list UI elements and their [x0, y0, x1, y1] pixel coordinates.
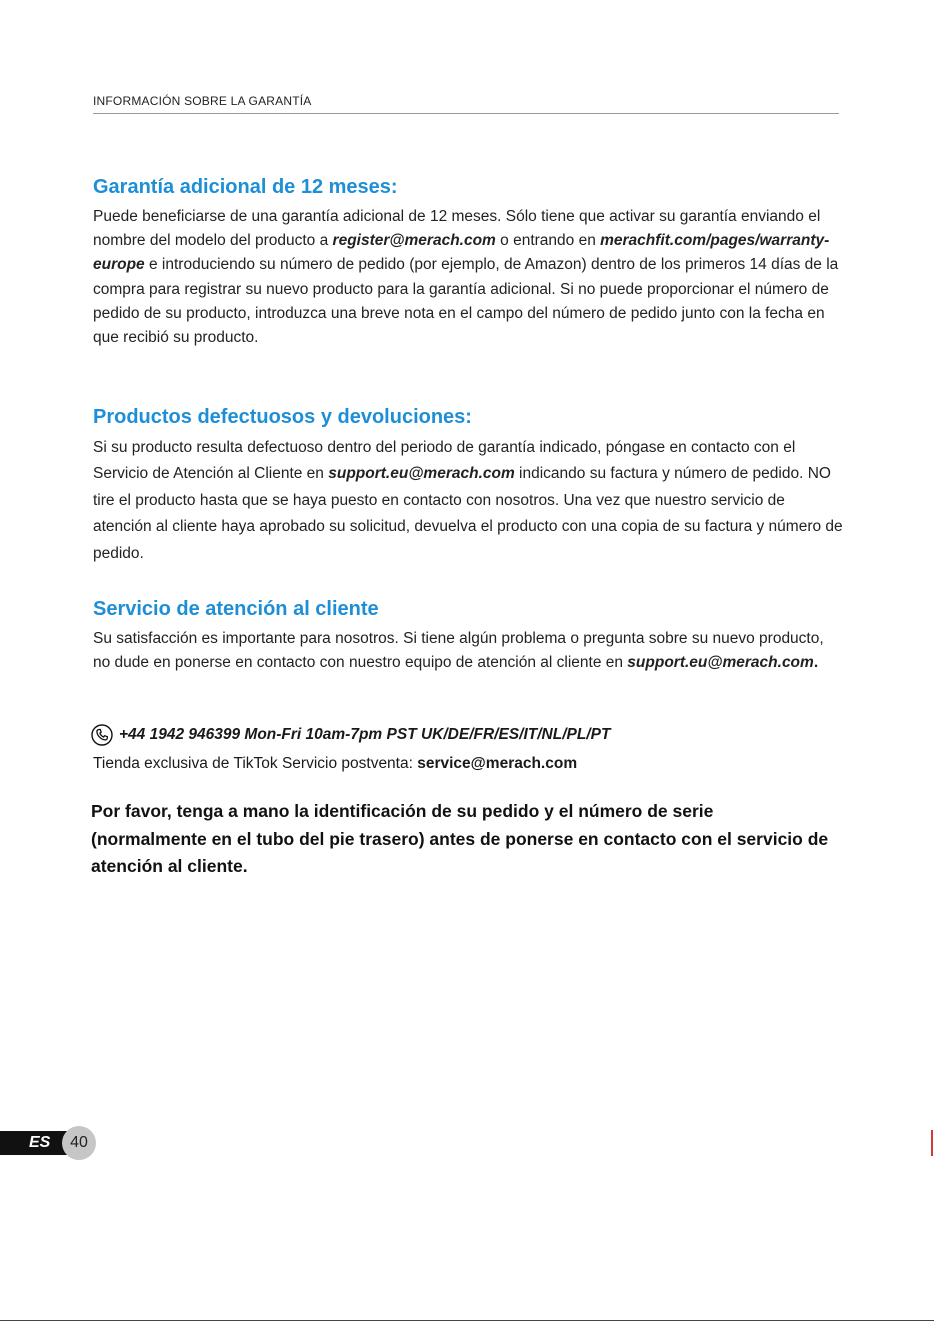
body-text: Si su producto resulta defectuoso dentro del periodo de garantía indicado, póngase en contacto con el Servicio de Atención al Cliente en [93, 439, 796, 483]
section-heading: Productos defectuosos y devoluciones: [93, 406, 472, 428]
warranty-url-link[interactable]: merachfit.com/pages/warranty-europe [93, 232, 830, 274]
phone-line[interactable]: +44 1942 946399 Mon-Fri 10am-7pm PST UK/DE/FR/ES/IT/NL/PL/PT [119, 726, 611, 743]
body-text: Puede beneficiarse de una garantía adicional de 12 meses. Sólo tiene que activar su garantía enviando el nombre del modelo del producto a [93, 208, 821, 250]
body-text: e introduciendo su número de pedido (por ejemplo, de Amazon) dentro de los primeros 14 días de la compra para registrar su nuevo producto para la garantía adicional. Si no puede proporcionar el número de pedido de su producto, introduzca una breve nota en el campo del número de pedido junto con la fecha en que recibió su producto. [93, 256, 839, 347]
phone-contact [91, 724, 610, 746]
body-text: o entrando en [495, 232, 601, 250]
phone-icon [91, 724, 113, 746]
body-text: . [813, 654, 819, 672]
language-label: ES [29, 1134, 51, 1151]
bottom-divider [0, 1320, 934, 1321]
contact-note: Por favor, tenga a mano la identificación de su pedido y el número de serie (normalmente en el tubo del pie trasero) antes de ponerse en contacto con el servicio de atención al cliente. [91, 801, 829, 876]
section-body [93, 435, 845, 567]
section-heading: Garantía adicional de 12 meses: [93, 176, 398, 198]
support-email-link[interactable]: support.eu@merach.com [627, 654, 814, 672]
body-text: indicando su factura y número de pedido. NO tire el producto hasta que se haya puesto en contacto con nosotros. Una vez que nuestro servicio de atención al cliente haya aprobado su solicitud, devuelva el producto con una copia de su factura y número de pedido. [93, 465, 843, 562]
support-email-link[interactable]: support.eu@merach.com [328, 465, 515, 483]
section-body [93, 627, 845, 675]
section-defective-returns [93, 405, 845, 567]
body-text: Su satisfacción es importante para nosotros. Si tiene algún problema o pregunta sobre su nuevo producto, no dude en ponerse en contacto con nuestro equipo de atención al cliente en [93, 630, 824, 672]
page-number: 40 [62, 1126, 96, 1160]
section-extra-warranty [93, 175, 845, 350]
language-tab [0, 1131, 70, 1155]
tiktok-service [93, 755, 577, 773]
edge-marker [931, 1130, 933, 1156]
tiktok-email-link[interactable]: service@merach.com [417, 755, 578, 772]
section-customer-service [93, 597, 845, 675]
section-body [93, 205, 845, 350]
header-title: INFORMACIÓN SOBRE LA GARANTÍA [93, 94, 312, 108]
header-divider [93, 113, 839, 114]
tiktok-label: Tienda exclusiva de TikTok Servicio postventa: [93, 755, 418, 772]
section-heading: Servicio de atención al cliente [93, 598, 379, 620]
register-email-link[interactable]: register@merach.com [332, 232, 496, 250]
